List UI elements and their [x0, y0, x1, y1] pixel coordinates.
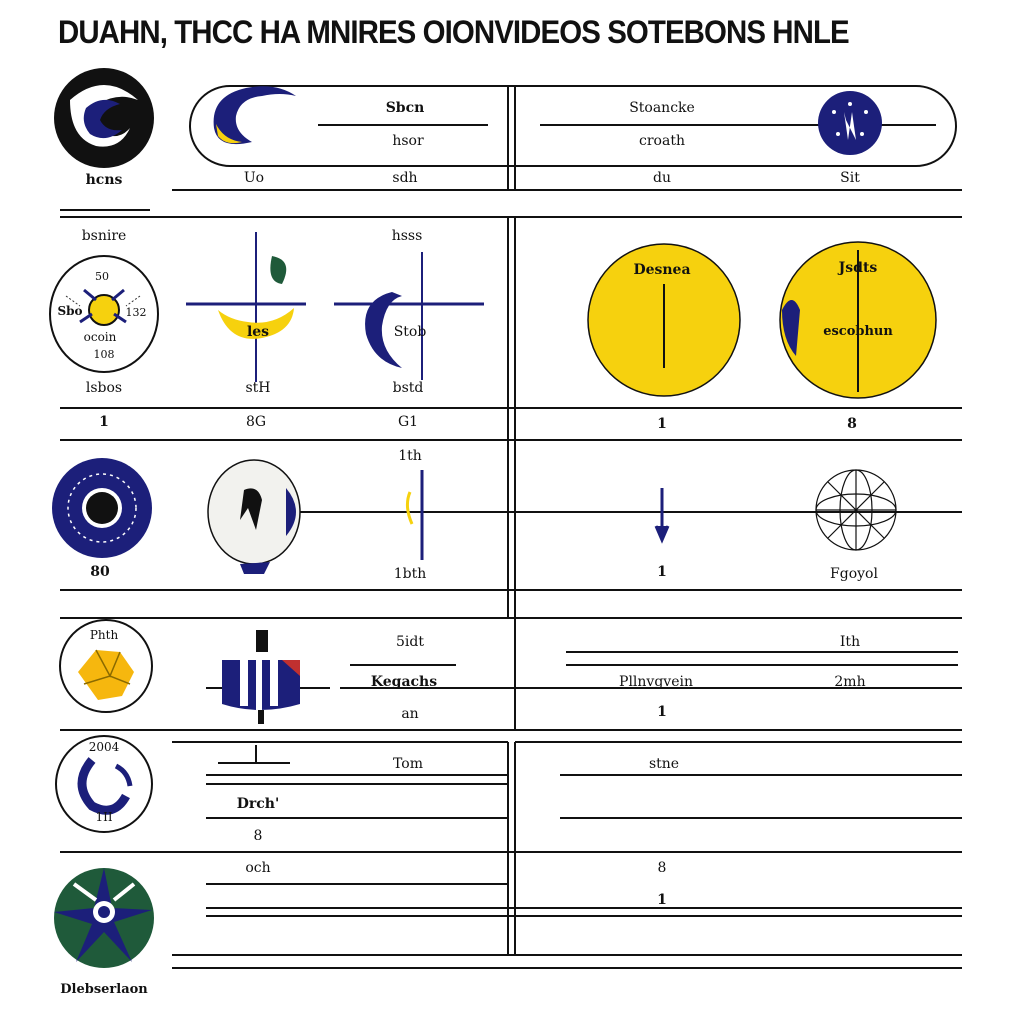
row1-col2: sdh [392, 170, 418, 186]
striped-shield-icon [222, 630, 300, 724]
row1-col1: Uo [243, 170, 265, 186]
row2-under-2: bstd [392, 380, 424, 396]
row5-n4: 1 [657, 892, 667, 908]
row3-top: 1th [398, 448, 422, 464]
row4-right-label: Pllnvgvein [619, 674, 693, 690]
starry-globe-icon [818, 91, 882, 155]
dancer-medallion-icon [208, 460, 300, 574]
logo-swirl-icon [54, 68, 154, 168]
row1-pill-left-bottom: hsor [392, 133, 424, 149]
row1-pill-left-top: Sbcn [385, 100, 425, 116]
yellow-right-mid: escobhun [823, 324, 893, 339]
page-title: DUAHN, THCC HA MNIRES OIONVIDEOS SOTEBONS HNLE [58, 14, 849, 50]
row5-icon-bottom: 1II [95, 810, 113, 824]
row5-n2: och [245, 860, 271, 876]
row5-left-label: Drch' [236, 796, 280, 812]
row3-bottom-right: Fgoyol [830, 566, 878, 582]
wire-sphere-icon [816, 470, 896, 550]
crosshair-axis-1 [186, 232, 306, 382]
row5-n1: 8 [253, 828, 263, 844]
row2-icon-inner: ocoin [83, 330, 117, 344]
row2-axis-top: hsss [391, 228, 423, 244]
green-pinwheel-icon [54, 868, 154, 968]
row2-icon-n1: 50 [95, 270, 109, 283]
crosshair-axis-2 [334, 252, 484, 380]
row2-icon-s: Sbo [57, 304, 83, 318]
row4-right-under: 1 [657, 704, 667, 720]
row2-icon-bottom: lsbos [85, 380, 123, 396]
row4-top: 5idt [396, 634, 424, 650]
row4-right-top: Ith [839, 634, 861, 650]
crescent-moon-icon [214, 86, 296, 144]
row6-icon-label: Dlebserlaon [60, 982, 148, 997]
row5-icon-top: 2004 [88, 740, 120, 754]
yellow-left-label: Desnea [633, 262, 691, 278]
row2-v1: 1 [99, 414, 109, 430]
navy-ring-icon [52, 458, 152, 558]
row2-v3: G1 [397, 414, 419, 430]
row5-col-label: Tom [393, 756, 423, 772]
row2-moon-label: Stob [393, 324, 427, 340]
row1-pill-right-bottom: croath [639, 133, 685, 149]
grid-lines [60, 86, 962, 968]
row4-right-mid: 2mh [834, 674, 866, 690]
row2-under-1: stH [245, 380, 271, 396]
row3-bottom-left: 80 [90, 564, 110, 580]
yellow-right-top: Jsdts [838, 260, 878, 276]
row2-v4: 1 [657, 416, 667, 432]
row2-v5: 8 [847, 416, 857, 432]
row2-v2: 8G [245, 414, 267, 430]
row3-bottom-right-num: 1 [657, 564, 667, 580]
row2-icon-n3: 108 [93, 348, 115, 361]
row2-icon-n2: 132 [125, 306, 147, 319]
marker-arrow-icon [656, 488, 668, 540]
crosshair-axis-3 [407, 470, 422, 560]
row2-icon-top: bsnire [81, 228, 127, 244]
row4-under: an [401, 706, 419, 722]
row1-col4: Sit [840, 170, 860, 186]
row1-pill-right-top: Stoancke [629, 100, 695, 116]
row5-right-label: stne [648, 756, 680, 772]
leaf-icon [270, 256, 286, 284]
row3-bottom-mid: 1bth [393, 566, 427, 582]
row2-crescent-label: les [246, 324, 270, 340]
row5-n3: 8 [657, 860, 667, 876]
row4-icon-label: Phth [89, 628, 119, 642]
row4-mid: Kegachs [370, 674, 438, 690]
row1-col3: du [653, 170, 671, 186]
row1-icon-label: hcns [85, 172, 123, 188]
